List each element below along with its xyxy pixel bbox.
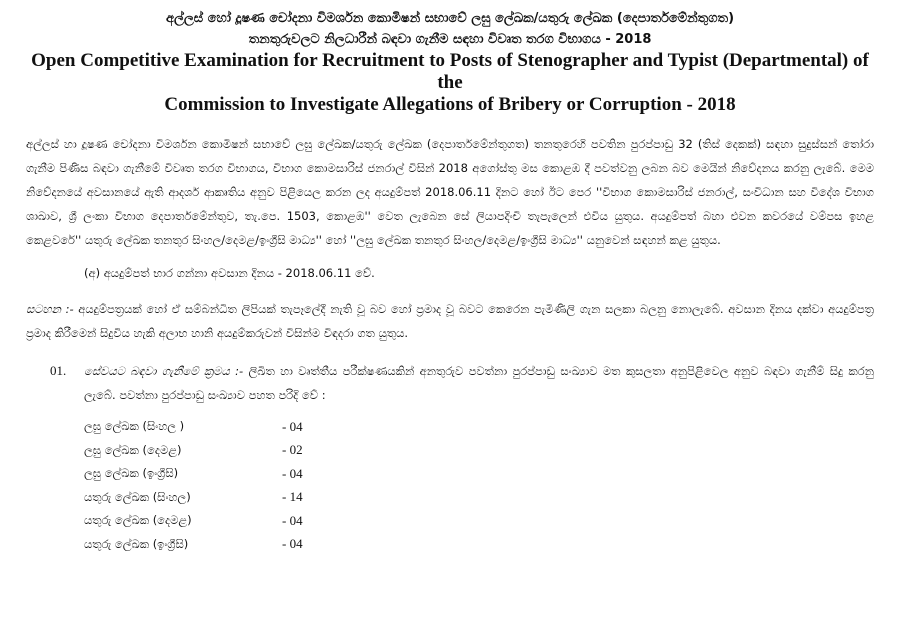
section-text: ලිඛිත හා වෘත්තීය පරීක්ෂණයකින් අනතුරුව පවත්නා පුරප්පාඩු සංඛ්‍යාව මත කුසලතා අනුපිළිවෙල අනුව බඳවා ගැනීම් සිදු කරනු ලැබේ. පවත්නා පුරප්පාඩු සංඛ්‍යාව පහත පරිදි වේ : [84, 364, 874, 402]
post-count: - 04 [282, 536, 303, 552]
vacancy-list [84, 415, 878, 556]
list-item [84, 509, 878, 533]
header-title-sinhala-2: තනතුරුවලට නිලධාරීන් බඳවා ගැනීම සඳහා විවෘත තරග විභාගය - 2018 [248, 32, 652, 47]
list-item [84, 462, 878, 486]
section-title: සේවයට බඳවා ගැනීමේ ක්‍රමය :- [84, 364, 244, 378]
document-header [22, 8, 878, 116]
post-name: ලඝු ලේඛක (දෙමළ) [84, 442, 182, 457]
note-text: අයදුම්පත්‍රයක් හෝ ඒ සම්බන්ධිත ලිපියක් තැපෑලේදී නැති වූ බව හෝ ප්‍රමාද වූ බවට කෙරෙන පැමිණිලි ගැන සලකා බලනු නොලැබේ. අවසාන දිනය දක්වා අයදුම්පත්‍ර ප්‍රමාද කිරීමෙන් සිදුවිය හැකි අලාභ හානි අයදුම්කරුවන් විසින්ම විඳදරා ගත යුතුය. [26, 302, 874, 340]
header-title-english-2: Commission to Investigate Allegations of Bribery or Corruption - 2018 [164, 94, 736, 115]
post-count: - 14 [282, 489, 303, 505]
post-count: - 04 [282, 465, 303, 481]
header-title-english-1: Open Competitive Examination for Recruitment to Posts of Stenographer and Typist (Departmental) of the [31, 50, 869, 93]
header-title-sinhala-1: අල්ලස් හෝ දූෂණ චෝදනා විමර්ශන කොමිෂන් සභාවේ ලඝු ලේඛක/යතුරු ලේඛක (දෙපාර්තමේන්තුගත) [165, 11, 735, 26]
list-item [84, 533, 878, 557]
note-label: සටහන :- [26, 302, 74, 316]
list-item [84, 439, 878, 463]
post-name: යතුරු ලේඛක (දෙමළ) [84, 513, 192, 528]
note-paragraph [22, 297, 878, 345]
list-item [84, 486, 878, 510]
intro-paragraph: අල්ලස් හා දූෂණ චෝදනා විමර්ශන කොමිෂන් සභාවේ ලඝු ලේඛක/යතුරු ලේඛක (දෙපාර්තමේන්තුගත) තනතුරෙහි පවතින පුරප්පාඩු 32 (තිස් දෙකක්) සඳහා සුදුස්සන් තෝරා ගැනීම පිණිස බඳවා ගැනීමේ විවෘත තරග විභාගය, විභාග කොමසාරිස් ජනරාල් විසින් 2018 අගෝස්තු මස කොළඹ දී පවත්වනු ලබන බව මෙයින් නිවේදනය කරනු ලැබේ. මෙම නිවේදනයේ අවසානයේ ඇති ආදර්ශ ආකෘතිය අනුව පිළියෙල කරන ලද අයදුම්පත් 2018.06.11 දිනට හෝ ඊට පෙර ''විභාග කොමසාරිස් ජනරාල්, සංවිධාන සහ විදේශ විභාග ශාඛාව, ශ්‍රී ලංකා විභාග දෙපාර්තමේන්තුව, තැ.පෙ. 1503, කොළඹ'' වෙත ලැබෙන සේ ලියාපදිංචි තැපැලෙන් එවිය යුතුය. අයදුම්පත් බහා එවන කවරයේ වම්පස ඉහළ කෙළවරේ'' යතුරු ලේඛක තනතුර සිංහල/දෙමළ/ඉංග්‍රීසි මාධ්‍ය'' හෝ ''ලඝු ලේඛක තනතුර සිංහල/දෙමළ/ඉංග්‍රීසි මාධ්‍ය'' යනුවෙන් සඳහන් කළ යුතුය. [26, 137, 874, 247]
closing-date-line: (අ) අයදුම්පත් භාර ගන්නා අවසාන දිනය - 2018.06.11 වේ. [84, 266, 375, 280]
post-count: - 02 [282, 442, 303, 458]
section-recruitment-method [22, 359, 878, 407]
post-name: යතුරු ලේඛක (සිංහල) [84, 489, 191, 504]
section-number: 01. [50, 363, 67, 378]
post-name: ලඝු ලේඛක (සිංහල ) [84, 419, 185, 434]
post-count: - 04 [282, 418, 303, 434]
post-name: යතුරු ලේඛක (ඉංග්‍රීසි) [84, 536, 189, 551]
section-body [84, 359, 878, 407]
list-item [84, 415, 878, 439]
post-count: - 04 [282, 512, 303, 528]
post-name: ලඝු ලේඛක (ඉංග්‍රීසි) [84, 466, 179, 481]
